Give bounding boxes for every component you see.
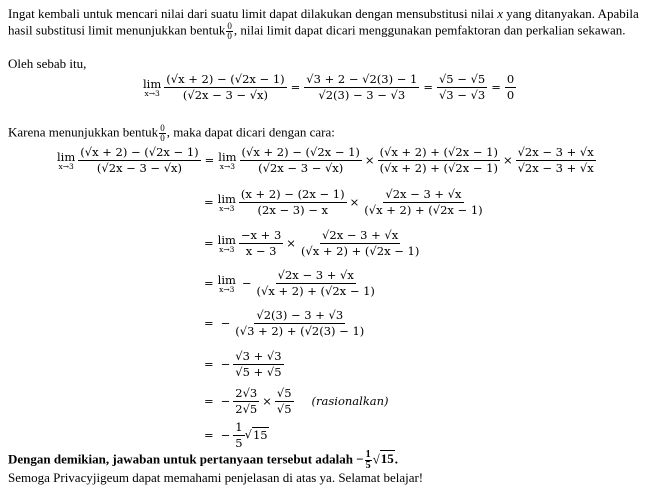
- s1-f3-den: √2x − 3 + √x: [517, 161, 594, 175]
- conclusion-text: Dengan demikian, jawaban untuk pertanyaan tersebut adalah: [8, 451, 353, 467]
- lim-sub: x→3: [219, 203, 235, 213]
- s3-f-den: (√x + 2) + (√2x − 1): [300, 244, 420, 258]
- s6-den: √5 + √5: [235, 365, 282, 379]
- s4-num: √2x − 3 + √x: [277, 268, 354, 282]
- step-4: = lim x→3 − $\frac{√2x - 3 + √x}{(√x + 2) + (√2x - 1)}$: [204, 268, 375, 298]
- intro-line-2: [8, 22, 626, 41]
- indeterminate-num: 0: [227, 21, 232, 31]
- s3-num: −x + 3: [240, 228, 282, 242]
- step-8: = − $\frac{1}{5}$ √15: [204, 420, 268, 450]
- intro-text-1: Ingat kembali untuk mencari nilai dari suatu limit dapat dilakukan dengan mensubstitusi nilai: [8, 6, 494, 21]
- conclusion-line: Dengan demikian, jawaban untuk pertanyaan tersebut adalah − $\frac{1}{5}$ √15.: [8, 449, 398, 471]
- s2-num: (x + 2) − (2x − 1): [240, 187, 345, 201]
- karena-text-end: , maka dapat dicari dengan cara:: [166, 124, 335, 140]
- intro-variable: x: [497, 6, 503, 21]
- s2-f-num: √2x − 3 + √x: [385, 187, 462, 201]
- s5-num: √2(3) − 3 + √3: [256, 308, 344, 322]
- intro-text-1-end: yang ditanyakan. Apabila: [506, 6, 639, 21]
- indeterminate-fraction: [226, 22, 233, 41]
- step-6: = − $\frac{√3 + √3}{√5 + √5}$: [204, 349, 282, 379]
- lim-sub: x→3: [58, 161, 74, 171]
- lim-word: lim: [218, 149, 237, 164]
- s8-num: 1: [235, 420, 243, 434]
- lim-sub: x→3: [144, 88, 160, 98]
- step-1: lim x→3 $\frac{(√x + 2) - (√2x - 1)}{(√2x - 3 - √x)}$ = lim x→3 $\frac{(√x + 2) - (√2x - 1)}{(√2x - 3 - √x)}$ × $\frac{(√x + 2) + (√2x - 1)}{(√x + 2) + (√2x - 1)}$ × $\frac{√2x - 3 + √x}{√2x - 3 + √x}$: [57, 145, 594, 175]
- lim-word: lim: [217, 232, 236, 247]
- s1-num-repeat: (√x + 2) − (√2x − 1): [241, 145, 360, 159]
- step-2: = lim x→3 $\frac{(x + 2) - (2x - 1)}{(2x - 3) - x}$ × $\frac{√2x - 3 + √x}{(√x + 2) + (√2x - 1)}$: [204, 187, 483, 217]
- conclusion-root: 15: [380, 451, 394, 467]
- s6-num: √3 + √3: [235, 349, 282, 363]
- lim-sub: x→3: [219, 284, 235, 294]
- s1-f2-den: (√x + 2) + (√2x − 1): [379, 161, 498, 175]
- lim-word: lim: [217, 272, 236, 287]
- sub-result-num: 0: [506, 72, 515, 86]
- step-3: = lim x→3 $\frac{-x + 3}{x - 3}$ × $\frac{√2x - 3 + √x}{(√x + 2) + (√2x - 1)}$: [204, 228, 420, 258]
- sub-lhs-num: (√x + 2) − (√2x − 1): [166, 72, 285, 86]
- s7-num: 2√3: [235, 386, 258, 400]
- sub-step1-den: √2(3) − 3 − √3: [318, 88, 406, 102]
- s8-root: 15: [252, 427, 268, 442]
- lim-word: lim: [57, 149, 76, 164]
- karena-frac-num: 0: [160, 123, 165, 133]
- s5-den: (√3 + 2) + (√2(3) − 1): [235, 324, 365, 338]
- s1-f2-num: (√x + 2) + (√2x − 1): [379, 145, 498, 159]
- s7-den: 2√5: [235, 402, 258, 416]
- intro-text-2-end: , nilai limit dapat dicari menggunakan pemfaktoran dan perkalian sekawan.: [233, 22, 626, 38]
- conclusion-den: 5: [365, 460, 371, 471]
- s8-den: 5: [235, 436, 243, 450]
- intro-text-2: hasil substitusi limit menunjukkan bentuk: [8, 22, 226, 38]
- s1-den-repeat: (√2x − 3 − √x): [258, 161, 344, 175]
- s1-num: (√x + 2) − (√2x − 1): [80, 145, 199, 159]
- sub-step2-den: √3 − √3: [438, 88, 486, 102]
- sub-result-den: 0: [506, 88, 515, 102]
- lim-sub: x→3: [219, 244, 235, 254]
- s4-den: (√x + 2) + (√2x − 1): [256, 284, 375, 298]
- closing-line: Semoga Privacyjigeum dapat memahami penjelasan di atas ya. Selamat belajar!: [8, 470, 424, 485]
- oleh-label: Oleh sebab itu,: [8, 56, 87, 71]
- substitution-equation: lim x→3 $\frac{(√x + 2) - (√2x - 1)}{(√2x - 3 - √x)}$ = $\frac{√3 + 2 - √2(3) - 1}{√2(3) - 3 - √3}$ = $\frac{√5 - √5}{√3 - √3}$ = $\frac{0}{0}$: [143, 72, 515, 102]
- sub-step1-fraction: [304, 72, 419, 103]
- karena-fraction: [159, 124, 166, 143]
- sub-step1-num: √3 + 2 − √2(3) − 1: [306, 72, 418, 86]
- conclusion-num: 1: [365, 449, 371, 460]
- s1-den: (√2x − 3 − √x): [96, 161, 183, 175]
- intro-line-1: [8, 6, 639, 22]
- step-7: = − $\frac{2√3}{2√5}$ × $\frac{√5}{√5}$ (rasionalkan): [204, 386, 389, 416]
- s3-f-num: √2x − 3 + √x: [322, 228, 399, 242]
- s3-den: x − 3: [245, 244, 277, 258]
- sub-lhs-fraction: [164, 72, 286, 103]
- lim-word: lim: [217, 191, 236, 206]
- sub-step2-num: √5 − √5: [438, 72, 486, 86]
- sub-lhs-den: (√2x − 3 − √x): [182, 88, 269, 102]
- lim-sub: x→3: [219, 161, 236, 171]
- s7-f-den: √5: [276, 402, 292, 416]
- limit-operator: [143, 78, 161, 98]
- step-5: = − $\frac{√2(3) - 3 + √3}{(√3 + 2) + (√2(3) - 1)}$: [204, 308, 365, 338]
- karena-line: [8, 124, 335, 143]
- indeterminate-den: 0: [227, 31, 232, 41]
- rasionalkan-note: (rasionalkan): [311, 393, 389, 408]
- karena-text: Karena menunjukkan bentuk: [8, 124, 159, 140]
- s2-den: (2x − 3) − x: [257, 203, 328, 217]
- sub-result-fraction: [505, 72, 516, 103]
- karena-frac-den: 0: [160, 133, 165, 143]
- s7-f-num: √5: [276, 386, 292, 400]
- sub-step2-fraction: [437, 72, 487, 103]
- s2-f-den: (√x + 2) + (√2x − 1): [364, 203, 483, 217]
- conclusion-fraction: [365, 450, 372, 471]
- lim-word: lim: [143, 76, 162, 91]
- s1-f3-num: √2x − 3 + √x: [517, 145, 594, 159]
